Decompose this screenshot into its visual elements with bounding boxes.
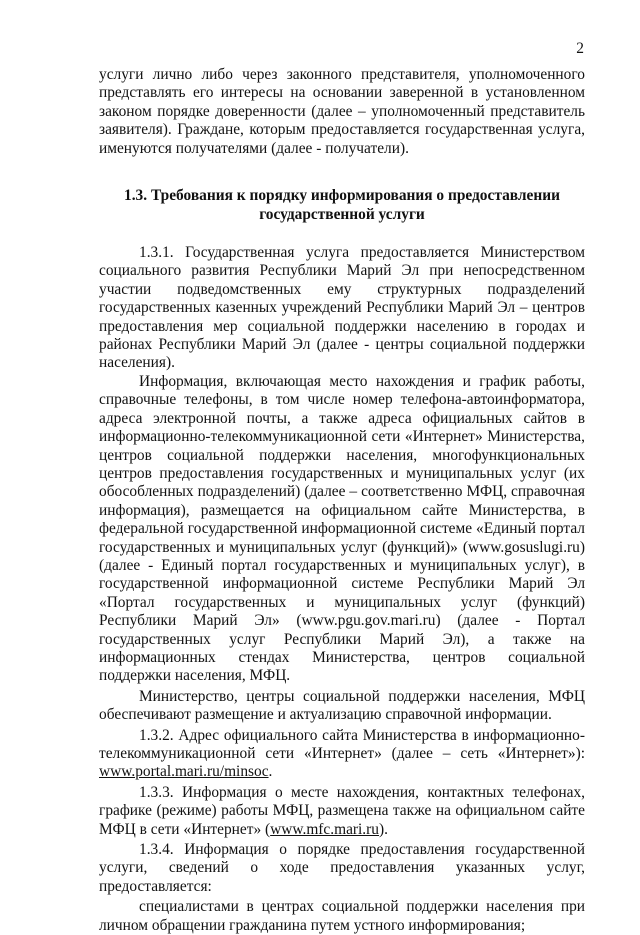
paragraph-information: Информация, включающая место нахождения и график работы, справочные телефоны, в том числе номер телефона-автоинформатора, адреса электронной почты, а также адреса официальных сайтов в информационно-телекоммуникационной сети «Интернет» Министерства, центров социальной поддержки населения, многофункциональных центров предоставления государственных и муниципальных услуг (их обособленных подразделений) (далее – соответственно МФЦ, справочная информация), размещается на официальном сайте Министерства, в федеральной государственной информационной системе «Единый портал государственных и муниципальных услуг (функций)» (www.gosuslugi.ru) (далее - Единый портал государственных и муниципальных услуг), в государственной информационной системе Республики Марий Эл «Портал государственных и муниципальных услуг (функций) Республики Марий Эл» (www.pgu.gov.mari.ru) (далее - Портал государственных услуг Республики Марий Эл), а также на информационных стендах Министерства, центров социальной поддержки населения, МФЦ.	[99, 372, 585, 685]
intro-paragraph: услуги лично либо через законного представителя, уполномоченного представлять его интересы на основании заверенной в установленном законом порядке доверенности (далее – уполномоченный представитель заявителя). Граждане, которым предоставляется государственная услуга, именуются получателями (далее - получатели).	[99, 66, 585, 157]
page-number: 2	[576, 40, 584, 57]
paragraph-1-3-1: 1.3.1. Государственная услуга предоставляется Министерством социального развития Республики Марий Эл при непосредственном участии подведомственных ему структурных подразделений государственных казенных учреждений Республики Марий Эл – центров предоставления мер социальной поддержки населению в городах и районах Республики Марий Эл (далее - центры социальной поддержки населения).	[99, 244, 585, 372]
mfc-site-link[interactable]: www.mfc.mari.ru	[270, 820, 379, 838]
section-heading: 1.3. Требования к порядку информирования о предоставлении государственной услуги	[124, 187, 560, 224]
paragraph-1-3-3	[99, 784, 585, 839]
paragraph-specialists: специалистами в центрах социальной поддержки населения при личном обращении гражданина путем устного информирования;	[99, 898, 585, 934]
paragraph-1-3-4: 1.3.4. Информация о порядке предоставления государственной услуги, сведений о ходе предоставления указанных услуг, предоставляется:	[99, 841, 585, 895]
paragraph-1-3-2-text: 1.3.2. Адрес официального сайта Министерства в информационно-телекоммуникационной сети «Интернет» (далее – сеть «Интернет»):	[99, 726, 585, 762]
paragraph-1-3-2-end: .	[268, 763, 273, 781]
paragraph-1-3-3-end: ).	[378, 820, 388, 838]
ministry-site-link[interactable]: www.portal.mari.ru/minsoc	[99, 763, 269, 781]
paragraph-1-3-3-text: 1.3.3. Информация о месте нахождения, контактных телефонах, графике (режиме) работы МФЦ, размещена также на официальном сайте МФЦ в сети «Интернет» (	[99, 783, 585, 838]
paragraph-ministry: Министерство, центры социальной поддержки населения, МФЦ обеспечивают размещение и актуализацию справочной информации.	[99, 687, 585, 724]
paragraph-1-3-2	[99, 727, 585, 782]
document-body	[99, 66, 585, 935]
